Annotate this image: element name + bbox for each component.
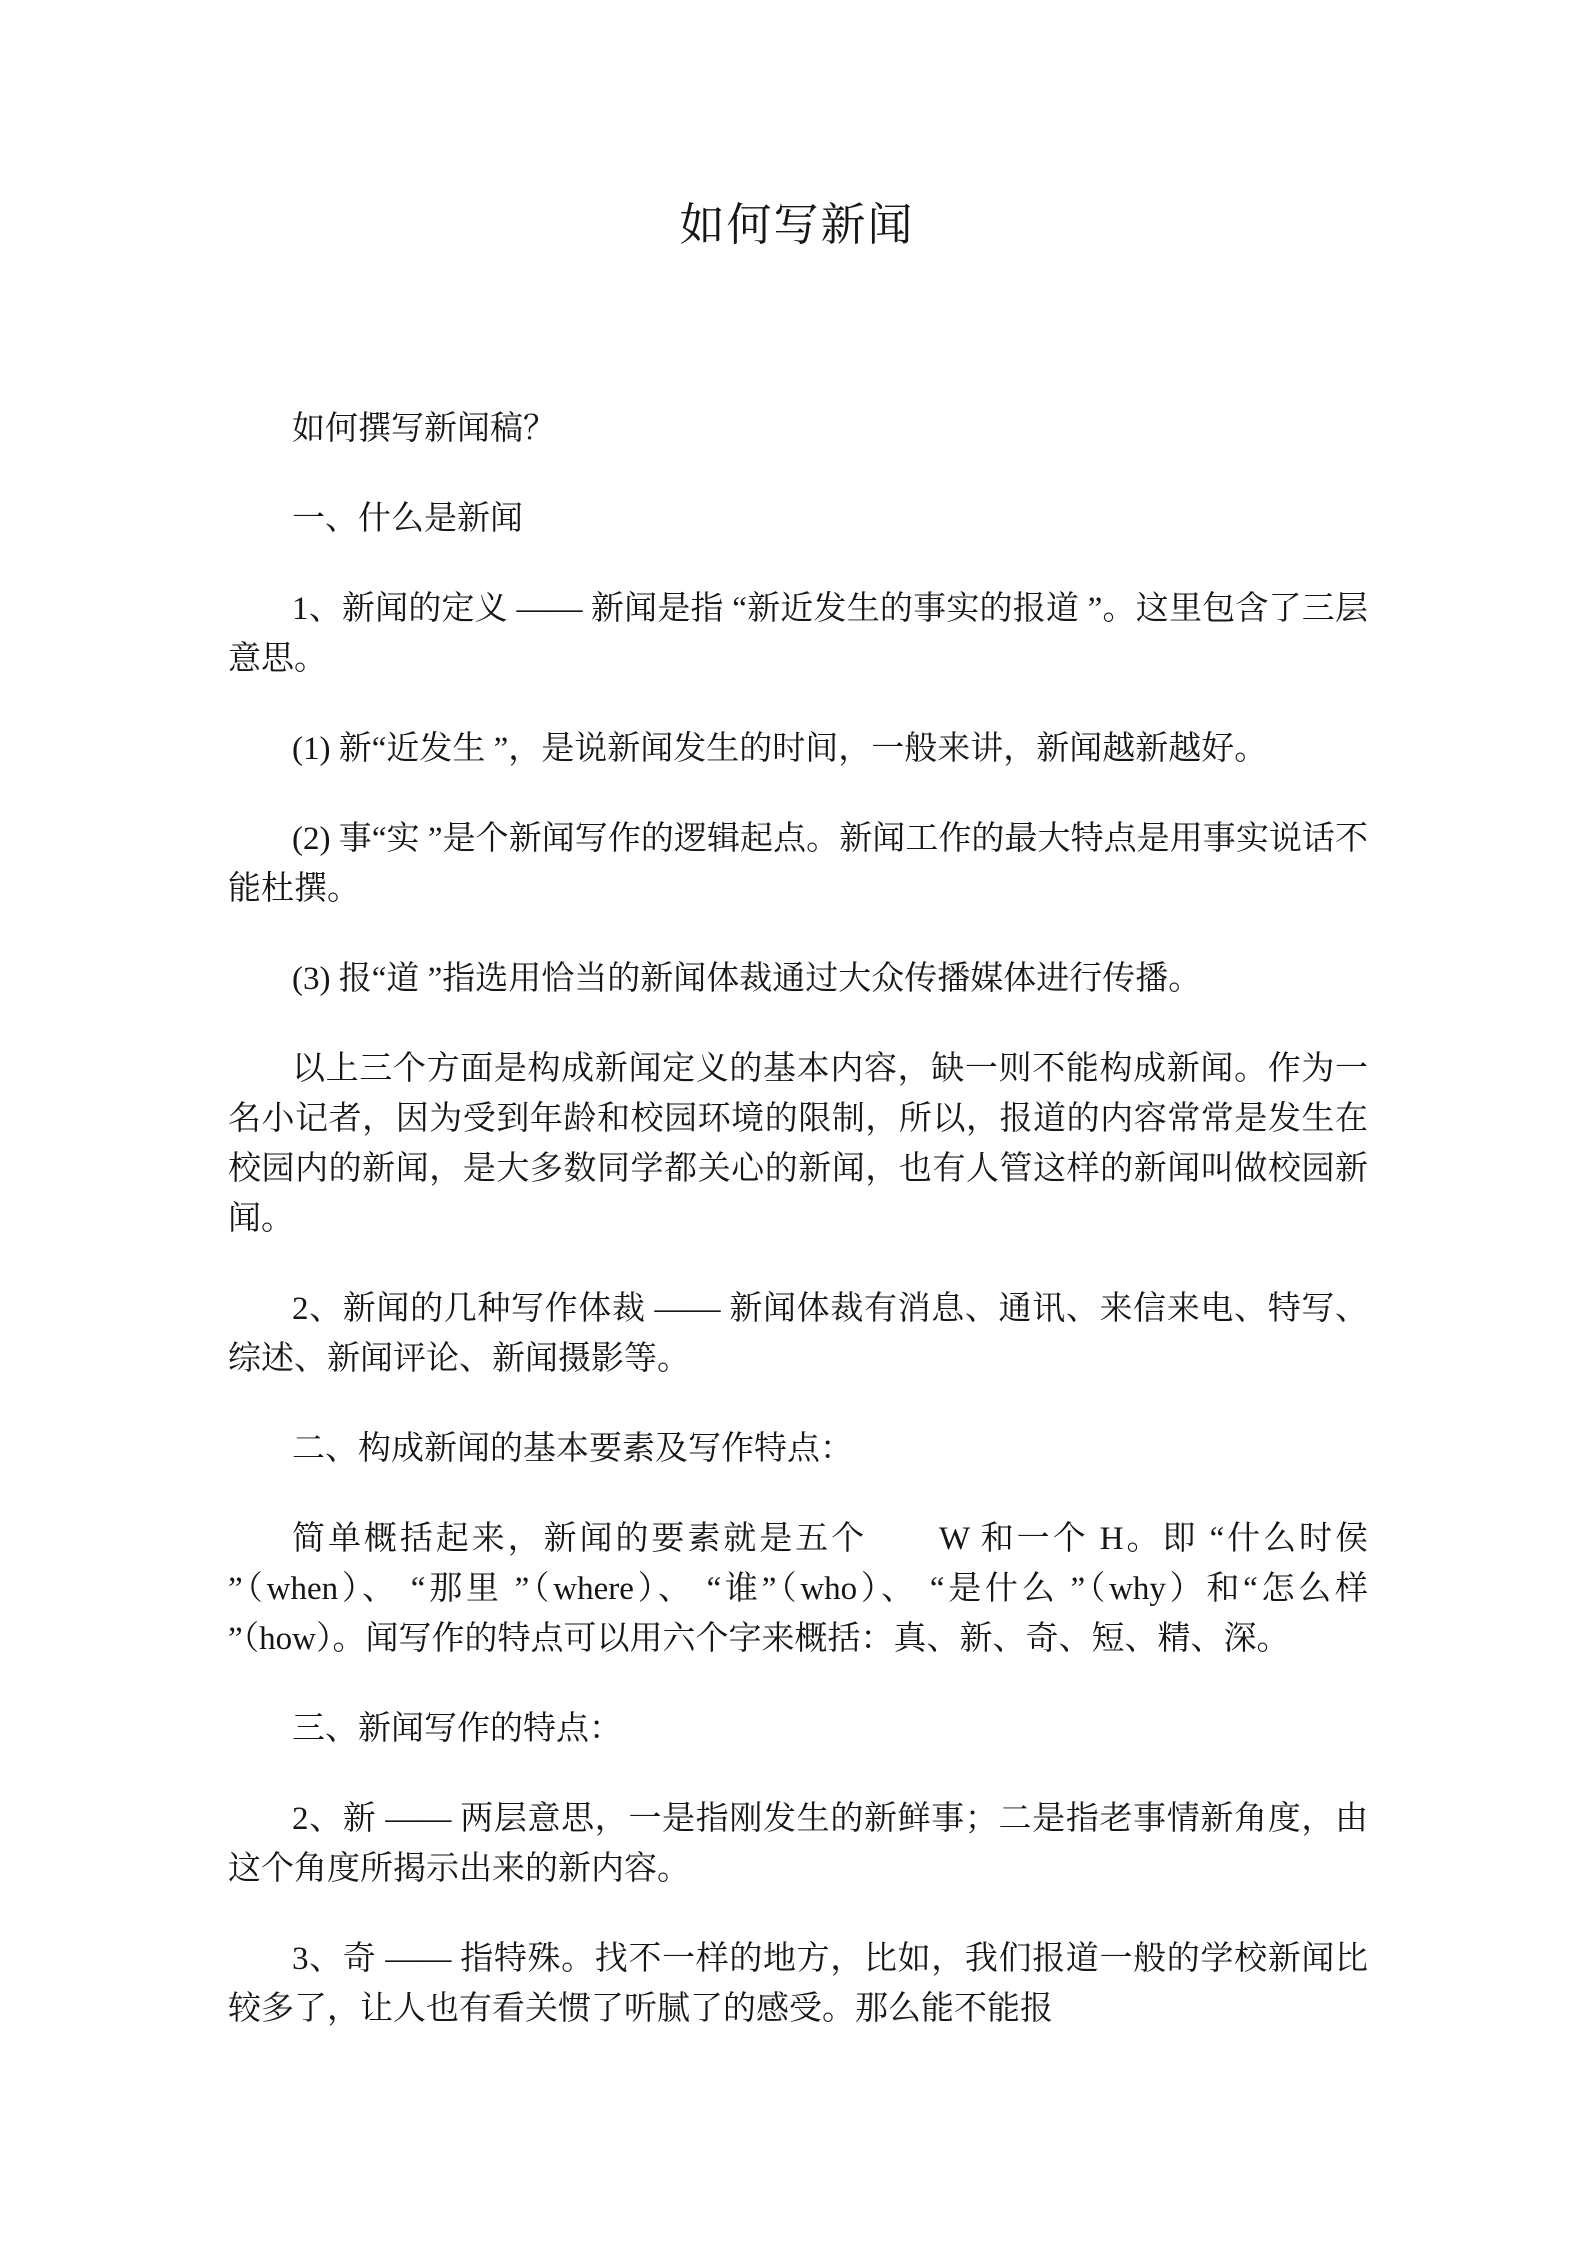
paragraph: 2、新闻的几种写作体裁 —— 新闻体裁有消息、通讯、来信来电、特写、综述、新闻评论、新闻摄影等。 <box>228 1291 1368 1377</box>
paragraph: (1) 新“近发生 ”，是说新闻发生的时间，一般来讲，新闻越新越好。 <box>292 731 1268 767</box>
paragraph: (2) 事“实 ”是个新闻写作的逻辑起点。新闻工作的最大特点是用事实说话不能杜撰。 <box>228 821 1368 907</box>
paragraph: 如何撰写新闻稿？ <box>292 411 556 447</box>
paragraph: (3) 报“道 ”指选用恰当的新闻体裁通过大众传播媒体进行传播。 <box>292 961 1202 997</box>
document-body <box>228 404 1368 2034</box>
paragraph: 3、奇 —— 指特殊。找不一样的地方，比如，我们报道一般的学校新闻比较多了，让人也有看关惯了听腻了的感受。那么能不能报 <box>228 1941 1368 2027</box>
document-title: 如何写新闻 <box>679 200 915 250</box>
paragraph: 简单概括起来，新闻的要素就是五个 W 和一个 H。即 “什么时侯 ”（when）、 “那里 ”（where）、 “谁”（who）、 “是什么 ”（why）和“怎么样 ”（how）。闻写作的特点可以用六个字来概括：真、新、奇、短、精、深。 <box>228 1521 1368 1657</box>
paragraph: 二、构成新闻的基本要素及写作特点： <box>292 1431 853 1467</box>
paragraph: 以上三个方面是构成新闻定义的基本内容，缺一则不能构成新闻。作为一名小记者，因为受到年龄和校园环境的限制，所以，报道的内容常常是发生在校园内的新闻，是大多数同学都关心的新闻，也有人管这样的新闻叫做校园新闻。 <box>228 1051 1368 1237</box>
paragraph: 一、什么是新闻 <box>292 501 523 537</box>
paragraph: 2、新 —— 两层意思，一是指刚发生的新鲜事；二是指老事情新角度，由这个角度所揭示出来的新内容。 <box>228 1801 1368 1887</box>
paragraph: 1、新闻的定义 —— 新闻是指 “新近发生的事实的报道 ”。这里包含了三层意思。 <box>228 591 1368 677</box>
paragraph: 三、新闻写作的特点： <box>292 1711 622 1747</box>
